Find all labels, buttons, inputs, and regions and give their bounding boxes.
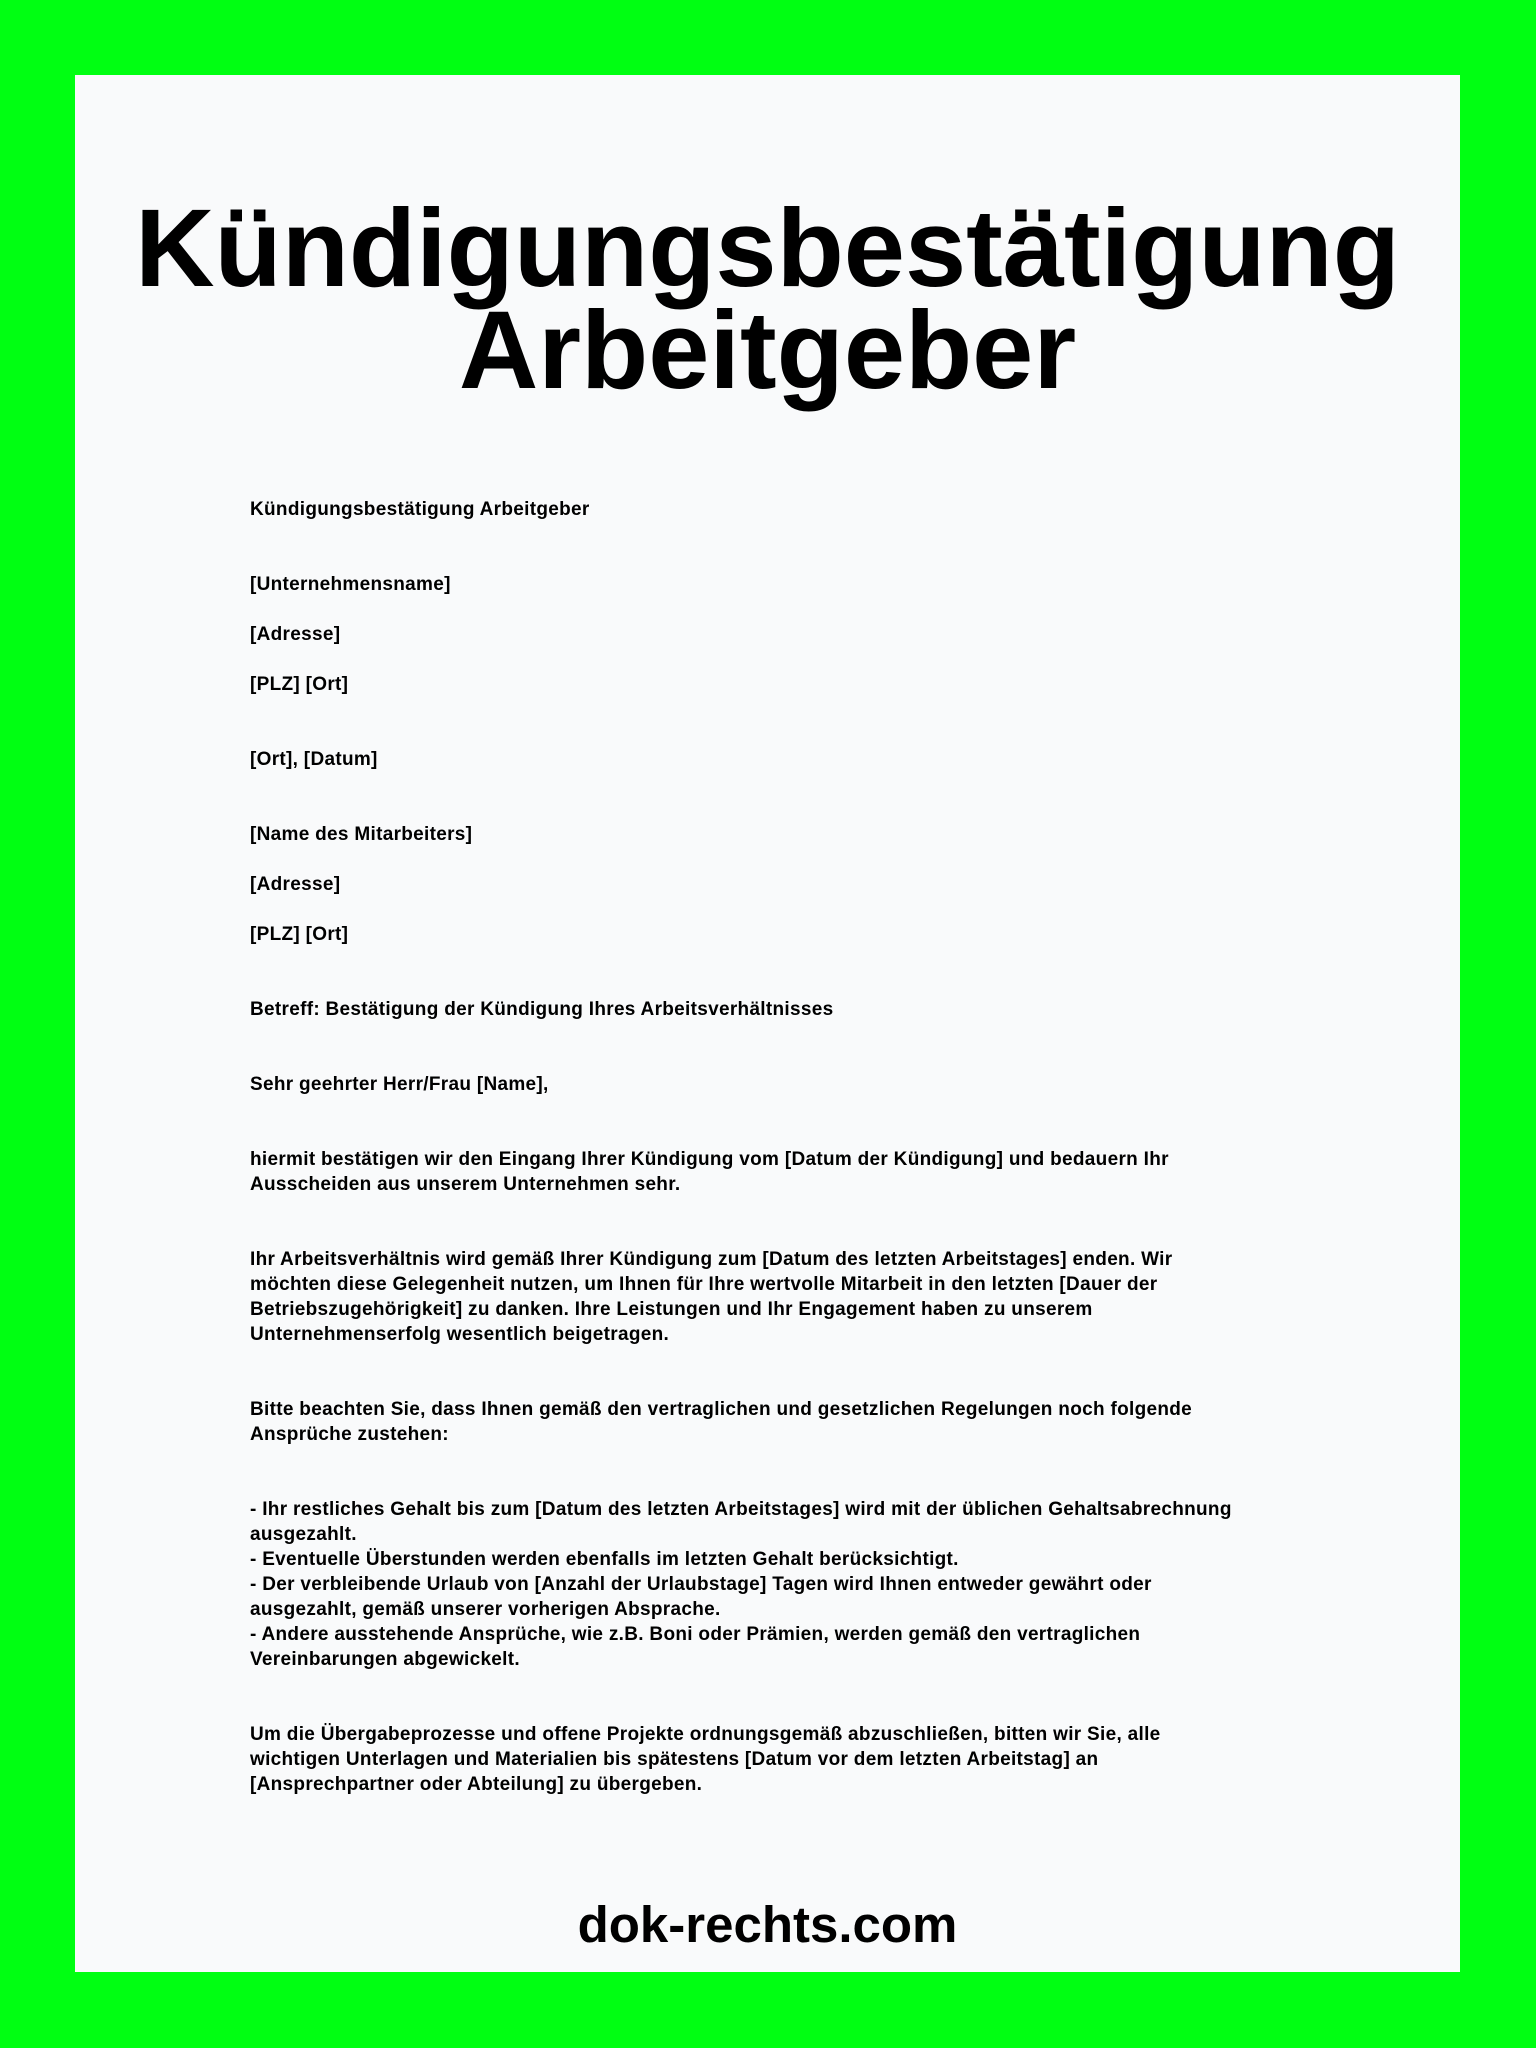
sender-city: [PLZ] [Ort]	[250, 674, 349, 695]
page-title-line-2: Arbeitgeber	[458, 289, 1077, 412]
paragraph-line: Ausscheiden aus unserem Unternehmen sehr.	[250, 1174, 681, 1195]
claims-list-item: - Eventuelle Überstunden werden ebenfalls im letzten Gehalt berücksichtigt.	[250, 1549, 959, 1570]
document-page	[75, 75, 1460, 1972]
paragraph-line: Unternehmenserfolg wesentlich beigetragen.	[250, 1324, 670, 1345]
claims-list-item: ausgezahlt.	[250, 1524, 357, 1545]
paragraph-end-of-employment	[250, 1247, 1350, 1347]
sender-company: [Unternehmensname]	[250, 574, 451, 595]
paragraph-confirmation	[250, 1147, 1350, 1197]
place-date: [Ort], [Datum]	[250, 749, 378, 770]
paragraph-line: Um die Übergabeprozesse und offene Projekte ordnungsgemäß abzuschließen, bitten wir Sie, alle	[250, 1724, 1161, 1745]
claims-list-item: - Der verbleibende Urlaub von [Anzahl der Urlaubstage] Tagen wird Ihnen entweder gewährt oder	[250, 1574, 1152, 1595]
claims-list-item: - Andere ausstehende Ansprüche, wie z.B. Boni oder Prämien, werden gemäß den vertraglichen	[250, 1624, 1141, 1645]
claims-list	[250, 1497, 1350, 1672]
paragraph-line: Bitte beachten Sie, dass Ihnen gemäß den vertraglichen und gesetzlichen Regelungen noch folgende	[250, 1399, 1193, 1420]
paragraph-line: wichtigen Unterlagen und Materialien bis spätestens [Datum vor dem letzten Arbeitstag] an	[250, 1749, 1099, 1770]
paragraph-line: möchten diese Gelegenheit nutzen, um Ihnen für Ihre wertvolle Mitarbeit in den letzten [Dauer der	[250, 1274, 1158, 1295]
claims-list-item: Vereinbarungen abgewickelt.	[250, 1649, 520, 1670]
paragraph-line: Betriebszugehörigkeit] zu danken. Ihre Leistungen und Ihr Engagement haben zu unserem	[250, 1299, 1093, 1320]
recipient-name: [Name des Mitarbeiters]	[250, 824, 473, 845]
paragraph-line: [Ansprechpartner oder Abteilung] zu übergeben.	[250, 1774, 703, 1795]
paragraph-claims-intro	[250, 1397, 1350, 1447]
paragraph-handover	[250, 1722, 1350, 1797]
paragraph-line: Ihr Arbeitsverhältnis wird gemäß Ihrer Kündigung zum [Datum des letzten Arbeitstages] enden. Wir	[250, 1249, 1173, 1270]
letter-body	[250, 497, 1350, 1797]
letter-heading: Kündigungsbestätigung Arbeitgeber	[250, 499, 590, 520]
recipient-address: [Adresse]	[250, 874, 341, 895]
recipient-city: [PLZ] [Ort]	[250, 924, 349, 945]
paragraph-line: Ansprüche zustehen:	[250, 1424, 449, 1445]
subject-line: Betreff: Bestätigung der Kündigung Ihres Arbeitsverhältnisses	[250, 999, 834, 1020]
footer-website: dok-rechts.com	[577, 1896, 958, 1953]
claims-list-item: ausgezahlt, gemäß unserer vorherigen Absprache.	[250, 1599, 721, 1620]
claims-list-item: - Ihr restliches Gehalt bis zum [Datum des letzten Arbeitstages] wird mit der üblichen Gehaltsabrechnung	[250, 1499, 1232, 1520]
paragraph-line: hiermit bestätigen wir den Eingang Ihrer Kündigung vom [Datum der Kündigung] und bedauern Ihr	[250, 1149, 1169, 1170]
page-title-line-1: Kündigungsbestätigung	[135, 187, 1400, 310]
page-title	[75, 187, 1460, 412]
sender-address: [Adresse]	[250, 624, 341, 645]
salutation: Sehr geehrter Herr/Frau [Name],	[250, 1074, 549, 1095]
